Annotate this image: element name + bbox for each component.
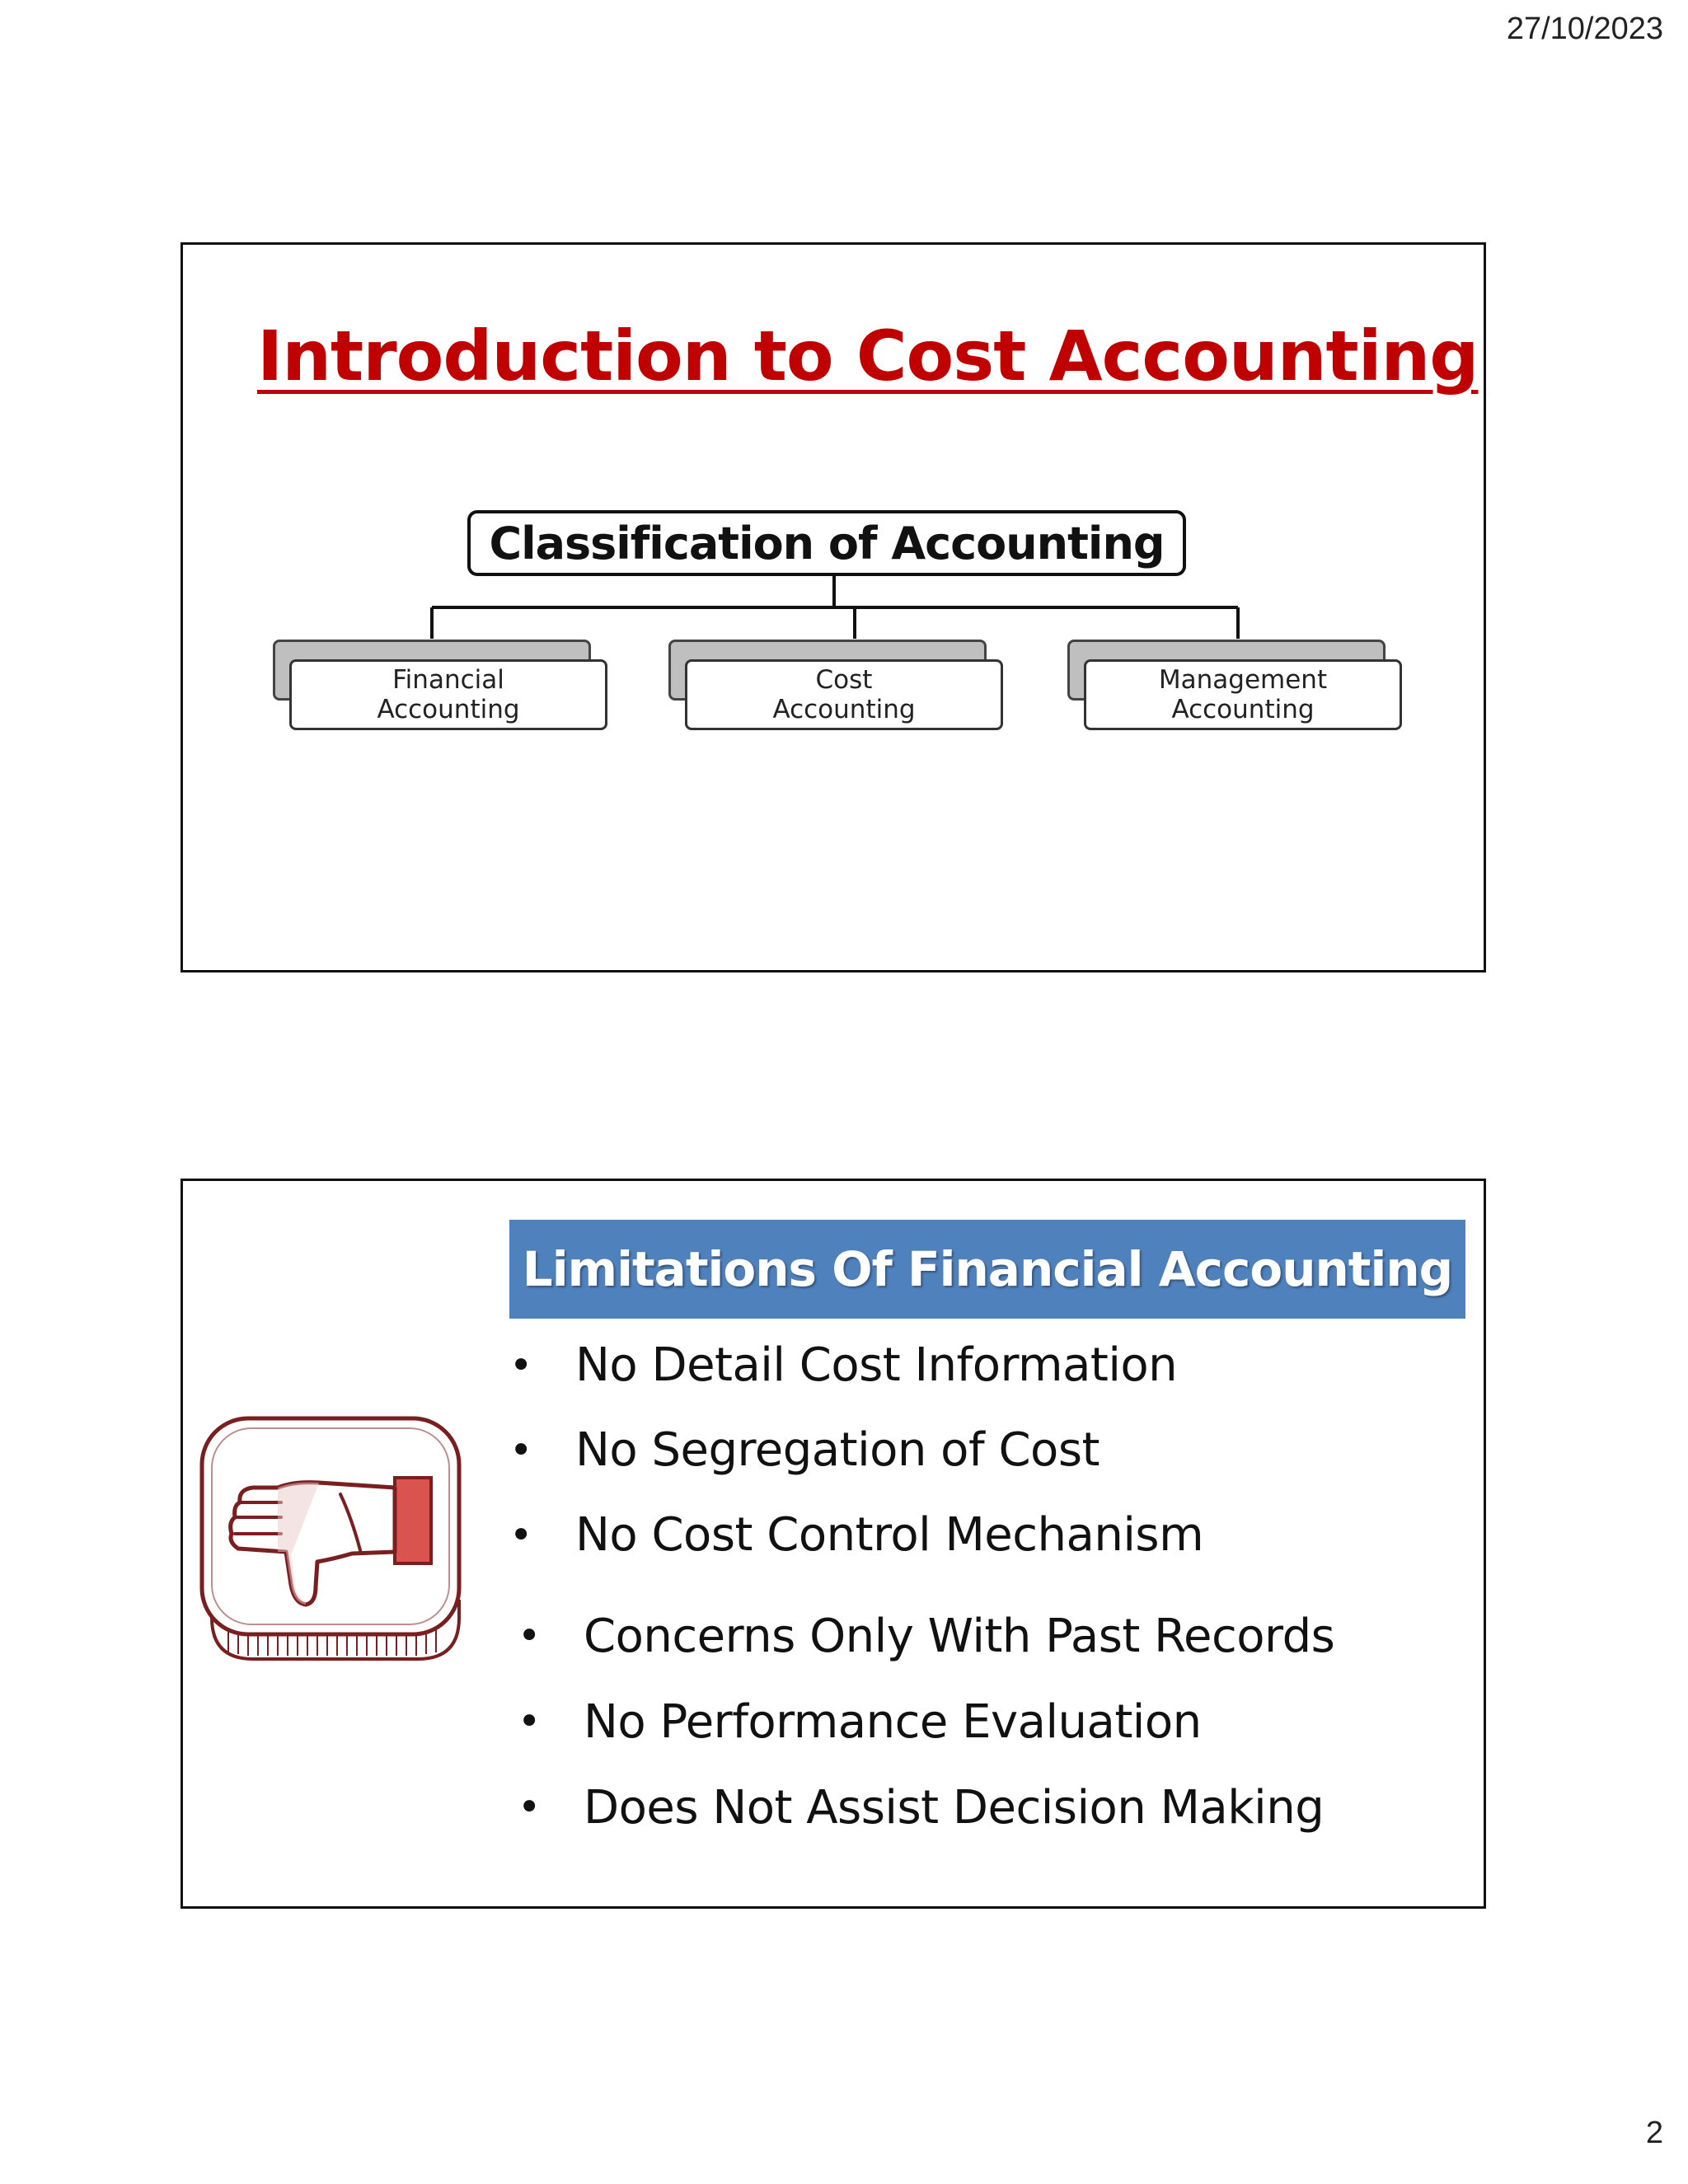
bullet-icon: • bbox=[518, 1699, 541, 1745]
bullet-icon: • bbox=[509, 1427, 532, 1474]
slide-title: Introduction to Cost Accounting bbox=[257, 316, 1479, 396]
node-line1: Financial bbox=[392, 665, 504, 695]
page-number: 2 bbox=[1645, 2116, 1663, 2150]
limitations-list-secondary bbox=[518, 1593, 1334, 1850]
list-item bbox=[509, 1323, 1203, 1408]
diagram-node-management bbox=[1084, 659, 1402, 730]
limitations-list-primary bbox=[509, 1323, 1203, 1577]
bullet-icon: • bbox=[509, 1511, 532, 1558]
node-line1: Management bbox=[1158, 665, 1328, 695]
list-item-text: No Cost Control Mechanism bbox=[575, 1508, 1204, 1562]
thumbs-down-icon bbox=[195, 1412, 476, 1675]
node-label bbox=[685, 659, 1003, 730]
list-item-text: No Segregation of Cost bbox=[575, 1423, 1100, 1477]
slide-limitations bbox=[181, 1179, 1486, 1909]
bullet-icon: • bbox=[518, 1613, 541, 1659]
bullet-icon: • bbox=[518, 1784, 541, 1830]
node-label bbox=[289, 659, 607, 730]
date-header: 27/10/2023 bbox=[1506, 12, 1663, 46]
node-label bbox=[1084, 659, 1402, 730]
limitations-banner: Limitations Of Financial Accounting bbox=[509, 1220, 1465, 1319]
list-item bbox=[509, 1408, 1203, 1493]
list-item bbox=[509, 1493, 1203, 1577]
node-line1: Cost bbox=[815, 665, 873, 695]
list-item-text: Concerns Only With Past Records bbox=[584, 1609, 1335, 1663]
node-line2: Accounting bbox=[377, 695, 520, 724]
diagram-root-node: Classification of Accounting bbox=[467, 510, 1186, 576]
diagram-node-financial bbox=[289, 659, 607, 730]
diagram-node-cost bbox=[685, 659, 1003, 730]
list-item-text: No Performance Evaluation bbox=[584, 1694, 1202, 1749]
thumbs-down-graphic bbox=[195, 1412, 476, 1675]
list-item-text: No Detail Cost Information bbox=[575, 1338, 1178, 1392]
list-item bbox=[518, 1593, 1334, 1679]
list-item bbox=[518, 1765, 1334, 1850]
node-line2: Accounting bbox=[772, 695, 916, 724]
bullet-icon: • bbox=[509, 1342, 532, 1389]
slide-introduction bbox=[181, 242, 1486, 972]
list-item bbox=[518, 1679, 1334, 1765]
node-line2: Accounting bbox=[1171, 695, 1315, 724]
list-item-text: Does Not Assist Decision Making bbox=[584, 1780, 1325, 1835]
